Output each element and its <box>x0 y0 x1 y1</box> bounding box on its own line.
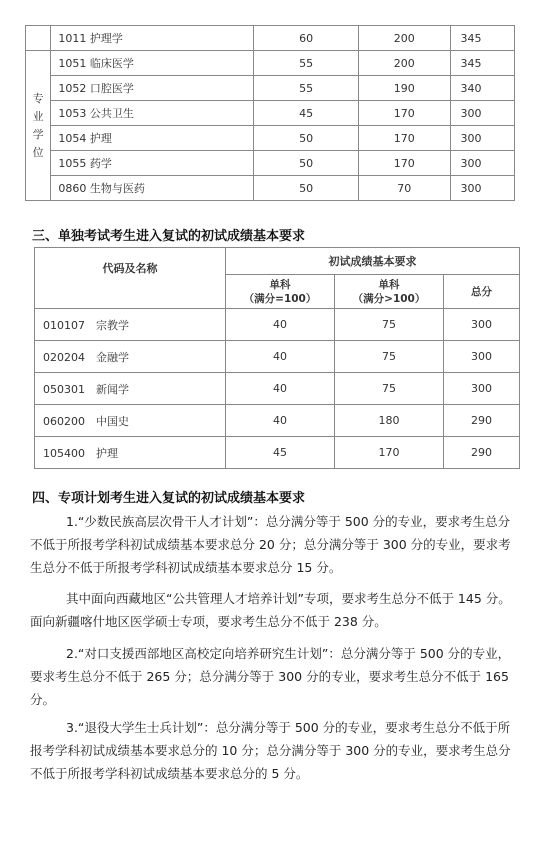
major-name: 1052 口腔医学 <box>51 76 254 101</box>
score-single-100: 55 <box>254 51 359 76</box>
score-single-over-100: 170 <box>358 101 450 126</box>
table-row <box>26 126 515 151</box>
major-code-name: 050301 新闻学 <box>35 373 226 405</box>
section-4-title: 四、专项计划考生进入复试的初试成绩基本要求 <box>32 491 306 506</box>
major-code-name: 105400 护理 <box>35 437 226 469</box>
score-single-100: 50 <box>254 126 359 151</box>
score-total: 300 <box>450 126 514 151</box>
header-single-over-100: 单科 （满分>100） <box>335 275 444 309</box>
score-total: 300 <box>444 309 520 341</box>
header-total: 总分 <box>444 275 520 309</box>
score-single-over-100: 170 <box>358 151 450 176</box>
section-3-title: 三、单独考试考生进入复试的初试成绩基本要求 <box>32 229 306 244</box>
table-row <box>26 26 515 51</box>
score-single-100: 45 <box>226 437 335 469</box>
score-single-over-100: 75 <box>335 341 444 373</box>
table-row <box>35 437 520 469</box>
score-total: 300 <box>444 341 520 373</box>
score-single-100: 40 <box>226 309 335 341</box>
table-row <box>35 405 520 437</box>
score-total: 345 <box>450 26 514 51</box>
table-header-row <box>35 248 520 275</box>
score-total: 300 <box>450 176 514 201</box>
score-single-over-100: 70 <box>358 176 450 201</box>
score-total: 345 <box>450 51 514 76</box>
header-code-name: 代码及名称 <box>35 248 226 309</box>
score-single-over-100: 75 <box>335 373 444 405</box>
table-row <box>26 76 515 101</box>
major-name: 1051 临床医学 <box>51 51 254 76</box>
header-single-100: 单科 （满分=100） <box>226 275 335 309</box>
score-total: 300 <box>444 373 520 405</box>
score-total: 290 <box>444 437 520 469</box>
score-single-100: 55 <box>254 76 359 101</box>
score-single-over-100: 180 <box>335 405 444 437</box>
score-single-100: 60 <box>254 26 359 51</box>
table-row <box>26 51 515 76</box>
major-name: 1054 护理 <box>51 126 254 151</box>
category-label-professional-degree: 专 业 学 位 <box>26 51 51 201</box>
table-row <box>26 101 515 126</box>
table-row <box>35 309 520 341</box>
score-single-100: 50 <box>254 176 359 201</box>
table-row <box>26 151 515 176</box>
score-single-over-100: 200 <box>358 26 450 51</box>
major-code-name: 020204 金融学 <box>35 341 226 373</box>
category-cell-empty <box>26 26 51 51</box>
major-name: 1011 护理学 <box>51 26 254 51</box>
score-total: 290 <box>444 405 520 437</box>
paragraph-veteran-plan: 3.“退役大学生士兵计划”：总分满分等于 500 分的专业，要求考生总分不低于所报考学科初试成绩基本要求总分的 10 分；总分满分等于 300 分的专业，要求考生总分不低于所报考学科初试成绩基本要求总分的 5 分。 <box>30 720 511 781</box>
score-single-over-100: 190 <box>358 76 450 101</box>
major-code-name: 010107 宗教学 <box>35 309 226 341</box>
major-code-name: 060200 中国史 <box>35 405 226 437</box>
score-single-over-100: 200 <box>358 51 450 76</box>
score-single-over-100: 170 <box>358 126 450 151</box>
score-single-100: 40 <box>226 373 335 405</box>
major-name: 1055 药学 <box>51 151 254 176</box>
professional-degree-table <box>25 25 515 201</box>
score-single-100: 50 <box>254 151 359 176</box>
table-row <box>35 341 520 373</box>
score-single-100: 45 <box>254 101 359 126</box>
score-total: 300 <box>450 151 514 176</box>
independent-exam-table <box>34 247 520 469</box>
table-row <box>35 373 520 405</box>
table-row <box>26 176 515 201</box>
paragraph-tibet-xinjiang: 其中面向西藏地区“公共管理人才培养计划”专项，要求考生总分不低于 145 分。面向新疆喀什地区医学硕士专项，要求考生总分不低于 238 分。 <box>30 591 511 629</box>
paragraph-western-support-plan: 2.“对口支援西部地区高校定向培养研究生计划”：总分满分等于 500 分的专业，要求考生总分不低于 265 分；总分满分等于 300 分的专业，要求考生总分不低于 165 分。 <box>30 646 511 707</box>
major-name: 0860 生物与医药 <box>51 176 254 201</box>
score-total: 340 <box>450 76 514 101</box>
score-single-100: 40 <box>226 405 335 437</box>
score-single-over-100: 75 <box>335 309 444 341</box>
paragraph-minority-plan: 1.“少数民族高层次骨干人才计划”：总分满分等于 500 分的专业，要求考生总分不低于所报考学科初试成绩基本要求总分 20 分；总分满分等于 300 分的专业，要求考生总分不低于所报考学科初试成绩基本要求总分 15 分。 <box>30 514 511 575</box>
header-score-group: 初试成绩基本要求 <box>226 248 520 275</box>
major-name: 1053 公共卫生 <box>51 101 254 126</box>
score-single-over-100: 170 <box>335 437 444 469</box>
score-single-100: 40 <box>226 341 335 373</box>
score-total: 300 <box>450 101 514 126</box>
